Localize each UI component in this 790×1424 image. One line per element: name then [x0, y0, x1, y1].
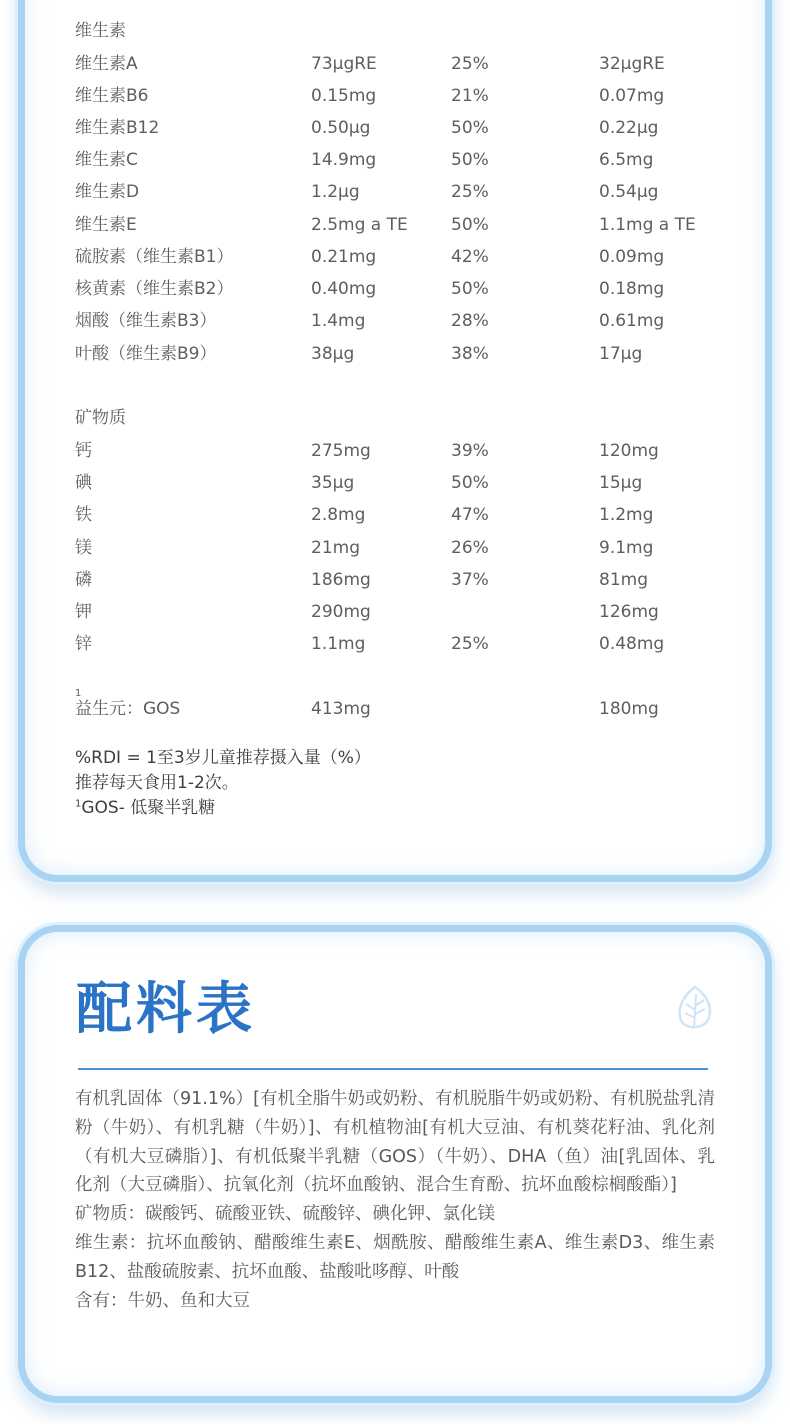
per-serve-value: 32μgRE — [599, 54, 665, 74]
table-notes — [75, 746, 371, 821]
table-row — [75, 81, 715, 111]
allergens-paragraph: 含有：牛奶、鱼和大豆 — [75, 1290, 250, 1311]
per-serve-value: 81mg — [599, 570, 648, 590]
ingredients-text — [75, 1085, 715, 1315]
ingredients-title: 配料表 — [76, 977, 256, 1042]
ingredients-paragraph: 有机乳固体（91.1%）[有机全脂牛奶或奶粉、有机脱脂牛奶或奶粉、有机脱盐乳清粉（牛奶）、有机乳糖（牛奶）]、有机植物油[有机大豆油、有机葵花籽油、乳化剂（有机大豆磷脂）]、有机低聚半乳糖（GOS）（牛奶）、DHA（鱼）油[乳固体、乳化剂（大豆磷脂）、抗氧化剂（抗坏血酸钠、混合生育酚、抗坏血酸棕榈酸酯）] — [75, 1089, 715, 1196]
per-100g-value: 1.1mg — [311, 634, 366, 654]
per-100g-value: 2.8mg — [311, 505, 366, 525]
nutrient-name: 锌 — [75, 634, 92, 654]
vitamins-paragraph: 维生素：抗坏血酸钠、醋酸维生素E、烟酰胺、醋酸维生素A、维生素D3、维生素B12、盐酸硫胺素、抗坏血酸、盐酸吡哆醇、叶酸 — [75, 1232, 715, 1282]
per-100g-value: 38μg — [311, 344, 355, 364]
table-row — [75, 113, 715, 143]
per-100g-value: 0.21mg — [311, 247, 377, 267]
table-row — [75, 145, 715, 175]
per-serve-value: 0.22μg — [599, 118, 659, 138]
per-100g-value: 186mg — [311, 570, 371, 590]
per-serve-value: 0.61mg — [599, 311, 665, 331]
rdi-value: 37% — [451, 570, 489, 590]
title-divider — [78, 1068, 708, 1070]
prebiotic-row: 益生元：GOS 1 413mg 180mg — [75, 694, 715, 724]
rdi-value: 50% — [451, 473, 489, 493]
per-100g-value: 1.4mg — [311, 311, 366, 331]
per-100g-value: 1.2μg — [311, 182, 360, 202]
per-100g-value: 0.40mg — [311, 279, 377, 299]
per-serve-value: 6.5mg — [599, 150, 654, 170]
rdi-value: 50% — [451, 279, 489, 299]
table-row — [75, 468, 715, 498]
nutrient-name: 钙 — [75, 441, 92, 461]
rdi-value: 50% — [451, 215, 489, 235]
per-100g-value: 275mg — [311, 441, 371, 461]
table-row — [75, 242, 715, 272]
per-100g-value: 0.50μg — [311, 118, 371, 138]
nutrient-name: 维生素C — [75, 150, 138, 170]
nutrient-name: 叶酸（维生素B9） — [75, 344, 217, 364]
per-serve-value: 1.2mg — [599, 505, 654, 525]
rdi-value: 42% — [451, 247, 489, 267]
nutrient-name: 维生素B12 — [75, 118, 160, 138]
per-100g-value: 73μgRE — [311, 54, 377, 74]
nutrient-name: 维生素D — [75, 182, 140, 202]
table-row — [75, 49, 715, 79]
footnote-mark: 1 — [75, 798, 82, 810]
nutrient-name: 硫胺素（维生素B1） — [75, 247, 234, 267]
table-row — [75, 274, 715, 304]
per-serve-value: 0.18mg — [599, 279, 665, 299]
rdi-value: 25% — [451, 54, 489, 74]
table-row — [75, 306, 715, 336]
rdi-value: 26% — [451, 538, 489, 558]
nutrient-name: 核黄素（维生素B2） — [75, 279, 234, 299]
nutrient-name: 镁 — [75, 538, 92, 558]
per-serve-value: 0.09mg — [599, 247, 665, 267]
footnote-text: GOS- 低聚半乳糖 — [81, 798, 216, 818]
per-serve-value: 17μg — [599, 344, 643, 364]
table-row — [75, 177, 715, 207]
footnote — [75, 796, 371, 821]
per-100g-value: 290mg — [311, 602, 371, 622]
rdi-value: 39% — [451, 441, 489, 461]
rdi-value: 47% — [451, 505, 489, 525]
per-serve-value: 0.07mg — [599, 86, 665, 106]
nutrient-name: 钾 — [75, 602, 92, 622]
per-serve-value: 1.1mg a TE — [599, 215, 696, 235]
rdi-value: 38% — [451, 344, 489, 364]
nutrient-name: 烟酸（维生素B3） — [75, 311, 217, 331]
table-row — [75, 629, 715, 659]
per-serve-value: 0.48mg — [599, 634, 665, 654]
per-100g-value: 21mg — [311, 538, 360, 558]
rdi-value: 50% — [451, 118, 489, 138]
per-100g-value: 413mg — [311, 699, 371, 719]
prebiotic-name: 益生元：GOS — [75, 699, 181, 719]
table-row — [75, 565, 715, 595]
nutrient-name: 维生素A — [75, 54, 138, 74]
nutrient-name: 磷 — [75, 570, 92, 590]
nutrient-name: 碘 — [75, 473, 92, 493]
rdi-value: 28% — [451, 311, 489, 331]
rdi-value: 25% — [451, 634, 489, 654]
vitamins-heading: 维生素 — [75, 21, 126, 41]
per-serve-value: 120mg — [599, 441, 659, 461]
table-row — [75, 436, 715, 466]
per-serve-value: 126mg — [599, 602, 659, 622]
per-serve-value: 0.54μg — [599, 182, 659, 202]
serving-note: 推荐每天食用1-2次。 — [75, 773, 239, 793]
nutrient-name: 铁 — [75, 505, 92, 525]
table-row — [75, 597, 715, 627]
per-100g-value: 0.15mg — [311, 86, 377, 106]
per-100g-value: 2.5mg a TE — [311, 215, 408, 235]
nutrient-name: 维生素E — [75, 215, 137, 235]
table-row — [75, 533, 715, 563]
nutrient-name: 维生素B6 — [75, 86, 149, 106]
rdi-note: %RDI = 1至3岁儿童推荐摄入量（%） — [75, 748, 371, 768]
table-row — [75, 339, 715, 369]
leaf-icon — [674, 984, 716, 1032]
minerals-paragraph: 矿物质：碳酸钙、硫酸亚铁、硫酸锌、碘化钾、氯化镁 — [75, 1204, 495, 1225]
per-100g-value: 14.9mg — [311, 150, 377, 170]
per-serve-value: 9.1mg — [599, 538, 654, 558]
per-100g-value: 35μg — [311, 473, 355, 493]
rdi-value: 21% — [451, 86, 489, 106]
table-row — [75, 500, 715, 530]
rdi-value: 25% — [451, 182, 489, 202]
per-serve-value: 15μg — [599, 473, 643, 493]
per-serve-value: 180mg — [599, 699, 659, 719]
table-row — [75, 210, 715, 240]
minerals-heading: 矿物质 — [75, 408, 126, 428]
rdi-value: 50% — [451, 150, 489, 170]
